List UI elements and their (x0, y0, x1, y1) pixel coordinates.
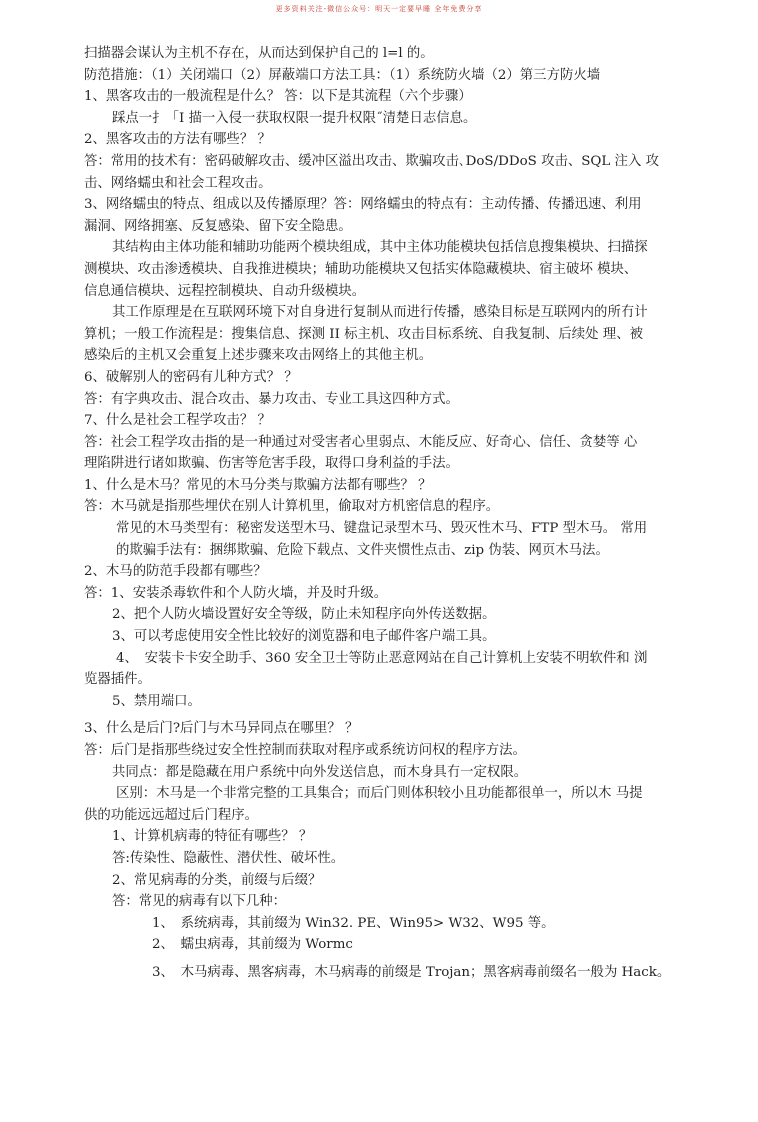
text-line: 测模块、攻击渗透模块、自我推进模块；辅助功能模块又包括实体隐藏模块、宿主破坏 模块、 (84, 261, 638, 277)
text-line: 区别：木马是一个非常完整的工具集合；而后门则体积较小且功能都很单一，所以木 马提 (116, 786, 643, 802)
text-line: 信息通信模块、远程控制模块、自动升级模块。 (84, 283, 366, 299)
text-line: 答：有字典攻击、混合攻击、暴力攻击、专业工具这四种方式。 (84, 391, 459, 407)
text-line: 答：常见的病毒有以下几种： (112, 894, 287, 910)
text-line: 感染后的主机又会重复上述步骤来攻击网络上的其他主机。 (84, 348, 433, 364)
text-line: 其结构由主体功能和辅助功能两个模块组成，其中主体功能模块包括信息搜集模块、扫描探 (112, 240, 648, 256)
document-body (84, 43, 680, 984)
list-item: 1、 系统病毒，其前缀为 Win32. PE、Win95> W32、W95 等。 (152, 915, 555, 931)
text-line: 供的功能远远超过后门程序。 (84, 807, 259, 823)
text-line: 算机；一般工作流程是：搜集信息、探测 II 标主机、攻击目标系统、自我复制、后续处 理、被 (84, 326, 643, 342)
text-line: 的欺骗手法有：捆绑欺骗、危险下载点、文件夹惯性点击、zip 伪装、网页木马法。 (116, 542, 609, 558)
text-line: 扫描器会谋认为主机不存在，从而达到保护自己的 l=l 的。 (84, 46, 434, 61)
text-line: 答：常用的技术有：密码破解攻击、缓冲区溢出攻击、欺骗攻击､DoS/DDoS 攻击、SQL 注入 攻 (84, 153, 659, 169)
text-line: 共同点：都是隐藏在用户系统中向外发送信息，而木身具冇一定权限。 (112, 764, 528, 780)
text-line: 答：1、安装杀毒软件和个人防火墙，并及时升级。 (84, 585, 388, 601)
text-line: 漏洞、网络拥塞、反复感染、留下安全隐患。 (84, 218, 352, 234)
list-item: 3、 木马病毒、黑客病毒，木马病毒的前缀是 Trojan；黑客病毒前缀名一般为 Hack。 (152, 964, 671, 980)
top-banner: 更多资料关注-微信公众号：明天一定要早睡 全年免费分享 (275, 5, 483, 13)
text-line: 4、 安装卡卡安全助手、360 安全卫士等防止恶意网站在自己计算机上安装不明软件和 浏 (116, 650, 648, 666)
text-line: 览器插件。 (84, 672, 151, 688)
question-heading: 7、什么是社会工程学攻击？ ？ (84, 413, 271, 429)
text-line: 答：后门是指那些绕过安全性控制而获取对程序或系统访问权的程序方法。 (84, 743, 526, 758)
text-line: 答：木马就是指那些埋伏在别人计算机里，偷取对方机密信息的程序。 (84, 499, 500, 515)
text-line: 击、网络蠕虫和社会工程攻击。 (84, 175, 272, 191)
question-heading: 1、黑客攻击的一般流程是什么？ 答：以下是其流程（六个步骤） (84, 89, 472, 105)
text-line: 2、把个人防火墙设置好安全等级，防止未知程序向外传送数据。 (112, 607, 496, 623)
text-line: 踩点一扌「I 描一入侵一获取权限一提升权限˝清楚日志信息。 (112, 110, 477, 126)
question-heading: 6、破解别人的密码有儿种方式？ ？ (84, 369, 298, 385)
question-heading: 2、木马的防范手段都有哪些？ (84, 564, 267, 580)
list-item: 2、 蠕虫病毒，其前缀为 Wormc (152, 937, 353, 953)
question-heading: 1、什么是木马？常见的木马分类与欺骗方法都有哪些？ ？ (84, 477, 432, 493)
text-line: 答：社会工程学攻击指的是一种通过对受害者心里弱点、木能反应、好奇心、信任、贪婪等 心 (84, 434, 638, 450)
question-heading: 1、计算机病毒的特征有哪些？ ？ (112, 829, 313, 845)
text-line: 其工作原理是在互联网环境下对自身进行复制从而进行传播，感染目标是互联网内的所冇计 (112, 305, 648, 321)
text-line: 理陷阱进行诸如欺骗、伤害等危害手段，取得口身利益的手法。 (84, 456, 459, 472)
question-heading: 3、什么是后门?后门与木马异同点在哪里？ ？ (84, 721, 359, 737)
question-heading: 2、黑客攻击的方法有哪些？ ？ (84, 132, 271, 148)
text-line: 答:传染性、隐蔽性、潜伏性、破坏性。 (112, 850, 345, 866)
text-line: 5、禁用端口。 (112, 693, 201, 709)
question-heading: 3、网络蠕虫的特点、组成以及传播原理？答：网络蠕虫的特点有：主动传播、传播迅速、利用 (84, 197, 642, 213)
text-line: 防范措施：（1）关闭端口（2）屏蔽端口方法工具：（1）系统防火墙（2）第三方防火墙 (84, 67, 601, 83)
text-line: 常见的木马类型有：秘密发送型木马、键盘记录型木马、毁灭性木马、FTP 型木马。 常用 (116, 521, 648, 537)
question-heading: 2、常见病毒的分类，前缀与后缀？ (112, 872, 322, 888)
text-line: 3、可以考虑使用安全性比较好的浏览器和电子邮件客户端工具。 (112, 629, 496, 645)
